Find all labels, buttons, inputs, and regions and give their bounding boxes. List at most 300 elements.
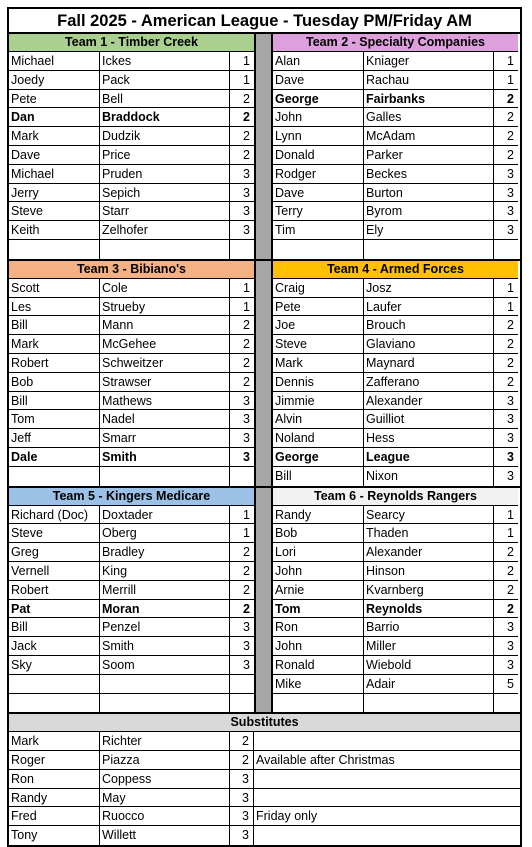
player-row — [9, 392, 254, 411]
player-first-name: Richard (Doc) — [9, 506, 100, 524]
player-level — [230, 694, 254, 713]
player-last-name: Starr — [100, 202, 230, 220]
player-first-name: Ron — [273, 618, 364, 636]
player-last-name: McGehee — [100, 335, 230, 353]
player-row — [9, 127, 254, 146]
player-row — [9, 429, 254, 448]
substitute-first-name: Randy — [9, 789, 100, 807]
player-row — [273, 184, 518, 203]
player-first-name: Robert — [9, 354, 100, 372]
player-last-name: Smith — [100, 448, 230, 466]
player-row — [273, 600, 518, 619]
player-level: 1 — [507, 280, 514, 295]
player-level: 3 — [507, 412, 514, 427]
player-level: 2 — [507, 129, 514, 144]
player-level: 3 — [507, 166, 514, 181]
substitutes-rows — [9, 732, 520, 845]
substitute-last-name: Willett — [100, 826, 230, 845]
player-last-name: Laufer — [364, 298, 494, 316]
player-last-name: Maynard — [364, 354, 494, 372]
player-level: 3 — [507, 393, 514, 408]
player-level: 2 — [243, 337, 250, 352]
team-pairs — [9, 34, 520, 714]
player-last-name: Miller — [364, 637, 494, 655]
substitute-level: 2 — [230, 732, 254, 750]
player-level: 3 — [243, 449, 250, 464]
team-name: Team 3 - Bibiano's — [9, 261, 254, 279]
player-first-name: Tim — [273, 221, 364, 239]
substitute-first-name: Fred — [9, 807, 100, 825]
player-level: 3 — [243, 412, 250, 427]
player-last-name: Zafferano — [364, 373, 494, 391]
substitute-level: 3 — [230, 770, 254, 788]
player-last-name: Nixon — [364, 467, 494, 486]
player-last-name: Penzel — [100, 618, 230, 636]
team-pair-row — [9, 261, 520, 486]
player-first-name: Greg — [9, 543, 100, 561]
player-level: 3 — [243, 393, 250, 408]
player-row — [9, 524, 254, 543]
player-last-name: Ely — [364, 221, 494, 239]
team-roster — [9, 488, 254, 713]
substitute-first-name: Roger — [9, 751, 100, 769]
team-name: Team 2 - Specialty Companies — [273, 34, 518, 52]
player-last-name: Beckes — [364, 165, 494, 183]
player-row — [9, 71, 254, 90]
player-first-name: Steve — [9, 202, 100, 220]
player-level: 2 — [243, 355, 250, 370]
substitute-row — [9, 732, 520, 751]
player-last-name: Oberg — [100, 524, 230, 542]
player-level: 3 — [507, 449, 514, 464]
player-row — [273, 52, 518, 71]
player-row — [273, 202, 518, 221]
player-level: 3 — [243, 223, 250, 238]
player-first-name: Bill — [9, 392, 100, 410]
player-last-name: Wiebold — [364, 656, 494, 674]
player-first-name: John — [273, 108, 364, 126]
player-level: 3 — [507, 620, 514, 635]
player-first-name: Lori — [273, 543, 364, 561]
player-last-name: Bell — [100, 90, 230, 108]
substitute-row — [9, 789, 520, 808]
player-first-name: Arnie — [273, 581, 364, 599]
player-first-name: Dale — [9, 448, 100, 466]
player-last-name: Kniager — [364, 52, 494, 70]
team-roster — [9, 34, 254, 259]
player-first-name: Steve — [273, 335, 364, 353]
player-last-name: Mathews — [100, 392, 230, 410]
player-first-name: Mark — [273, 354, 364, 372]
player-row — [273, 165, 518, 184]
player-first-name: Tom — [9, 410, 100, 428]
player-row — [273, 581, 518, 600]
player-level: 1 — [243, 526, 250, 541]
player-level: 2 — [507, 318, 514, 333]
player-row — [9, 618, 254, 637]
substitute-note — [254, 826, 520, 845]
player-first-name: Pete — [273, 298, 364, 316]
player-level: 2 — [243, 374, 250, 389]
player-level — [230, 240, 254, 259]
team-pair — [9, 34, 520, 261]
player-row — [9, 373, 254, 392]
team-pair-row — [9, 488, 520, 713]
player-last-name: Josz — [364, 279, 494, 297]
substitute-row — [9, 826, 520, 845]
player-row — [9, 316, 254, 335]
player-last-name: Dudzik — [100, 127, 230, 145]
player-first-name: Mark — [9, 127, 100, 145]
player-row — [9, 108, 254, 127]
player-level: 1 — [507, 507, 514, 522]
player-last-name: Braddock — [100, 108, 230, 126]
player-first-name: Dan — [9, 108, 100, 126]
player-level: 1 — [507, 54, 514, 68]
player-last-name: Reynolds — [364, 600, 494, 618]
team-name: Team 4 - Armed Forces — [273, 261, 518, 279]
player-level: 2 — [507, 147, 514, 162]
team-name: Team 1 - Timber Creek — [9, 34, 254, 52]
player-row — [273, 543, 518, 562]
player-last-name: Alexander — [364, 543, 494, 561]
player-first-name: Robert — [9, 581, 100, 599]
player-last-name: Moran — [100, 600, 230, 618]
player-first-name — [273, 240, 364, 259]
player-last-name: Searcy — [364, 506, 494, 524]
player-level: 3 — [507, 657, 514, 672]
player-last-name: Zelhofer — [100, 221, 230, 239]
player-first-name: Bill — [273, 467, 364, 486]
substitute-last-name: Piazza — [100, 751, 230, 769]
substitute-note: Available after Christmas — [256, 753, 395, 768]
player-first-name: Keith — [9, 221, 100, 239]
player-row — [273, 675, 518, 694]
player-last-name: Guilliot — [364, 410, 494, 428]
substitute-first-name: Tony — [9, 826, 100, 845]
player-row — [9, 600, 254, 619]
player-row — [9, 656, 254, 675]
player-last-name: Pruden — [100, 165, 230, 183]
player-level: 2 — [243, 563, 250, 578]
substitutes-section — [9, 714, 520, 845]
player-first-name: Randy — [273, 506, 364, 524]
player-first-name: Michael — [9, 165, 100, 183]
player-level: 1 — [243, 54, 250, 68]
player-row — [9, 675, 254, 694]
player-level: 3 — [507, 639, 514, 654]
team-pair-row — [9, 34, 520, 259]
player-row — [273, 127, 518, 146]
player-last-name: Strueby — [100, 298, 230, 316]
player-last-name: Sepich — [100, 184, 230, 202]
player-last-name: Barrio — [364, 618, 494, 636]
player-row — [9, 562, 254, 581]
player-row — [9, 467, 254, 486]
player-row — [9, 165, 254, 184]
player-level: 1 — [507, 299, 514, 314]
player-row — [273, 71, 518, 90]
player-last-name: Adair — [364, 675, 494, 693]
player-row — [9, 694, 254, 713]
player-first-name: Steve — [9, 524, 100, 542]
player-level: 3 — [243, 204, 250, 219]
player-last-name — [100, 467, 230, 486]
player-row — [273, 108, 518, 127]
player-last-name: Thaden — [364, 524, 494, 542]
player-level: 2 — [243, 91, 250, 106]
player-row — [9, 543, 254, 562]
player-row — [273, 221, 518, 240]
player-first-name: George — [273, 90, 364, 108]
player-level: 2 — [243, 601, 250, 616]
player-row — [273, 467, 518, 486]
player-first-name: Bob — [9, 373, 100, 391]
player-level: 3 — [243, 166, 250, 181]
player-row — [9, 448, 254, 467]
player-row — [273, 240, 518, 259]
player-row — [273, 524, 518, 543]
substitute-level: 2 — [230, 751, 254, 769]
player-last-name: Schweitzer — [100, 354, 230, 372]
substitute-first-name: Mark — [9, 732, 100, 750]
player-first-name: Mike — [273, 675, 364, 693]
player-last-name: Bradley — [100, 543, 230, 561]
team-roster — [273, 261, 518, 486]
player-first-name: Pete — [9, 90, 100, 108]
player-level: 3 — [507, 185, 514, 200]
player-level: 2 — [243, 147, 250, 162]
substitute-last-name: Ruocco — [100, 807, 230, 825]
player-level: 3 — [243, 657, 250, 672]
player-row — [273, 279, 518, 298]
team-roster — [273, 34, 518, 259]
player-last-name: McAdam — [364, 127, 494, 145]
player-row — [273, 506, 518, 525]
player-first-name: Jack — [9, 637, 100, 655]
player-first-name: Jimmie — [273, 392, 364, 410]
player-level: 2 — [243, 582, 250, 597]
player-level: 2 — [507, 582, 514, 597]
player-first-name: Les — [9, 298, 100, 316]
player-last-name: Price — [100, 146, 230, 164]
player-level: 3 — [507, 431, 514, 446]
substitute-note: Friday only — [256, 809, 318, 824]
team-pair — [9, 488, 520, 715]
player-row — [9, 354, 254, 373]
substitute-row — [9, 807, 520, 826]
player-last-name: Burton — [364, 184, 494, 202]
substitute-last-name: May — [100, 789, 230, 807]
player-level: 2 — [243, 110, 250, 125]
player-level: 2 — [507, 601, 514, 616]
substitute-note — [254, 732, 520, 750]
player-first-name: Terry — [273, 202, 364, 220]
player-level: 3 — [507, 223, 514, 238]
substitute-note — [254, 770, 520, 788]
player-first-name — [273, 694, 364, 713]
player-first-name: Vernell — [9, 562, 100, 580]
player-last-name: Galles — [364, 108, 494, 126]
player-level: 5 — [507, 676, 514, 691]
player-first-name: Bob — [273, 524, 364, 542]
player-first-name: John — [273, 637, 364, 655]
player-level: 2 — [507, 563, 514, 578]
player-first-name: Dave — [273, 184, 364, 202]
player-row — [273, 146, 518, 165]
player-row — [273, 694, 518, 713]
substitute-level: 3 — [230, 826, 254, 845]
player-row — [9, 240, 254, 259]
player-last-name: Hinson — [364, 562, 494, 580]
player-level: 2 — [507, 110, 514, 125]
player-level: 2 — [507, 91, 514, 106]
substitute-note — [254, 789, 520, 807]
player-last-name: Nadel — [100, 410, 230, 428]
player-first-name: Ronald — [273, 656, 364, 674]
player-first-name: Alan — [273, 52, 364, 70]
player-last-name: King — [100, 562, 230, 580]
player-first-name — [9, 240, 100, 259]
player-row — [9, 298, 254, 317]
player-row — [9, 202, 254, 221]
player-first-name: Craig — [273, 279, 364, 297]
player-first-name: Alvin — [273, 410, 364, 428]
player-first-name: Mark — [9, 335, 100, 353]
player-row — [273, 373, 518, 392]
player-first-name: George — [273, 448, 364, 466]
player-row — [273, 354, 518, 373]
player-last-name — [364, 694, 494, 713]
player-first-name: Jerry — [9, 184, 100, 202]
player-level — [494, 240, 518, 259]
player-level: 1 — [243, 72, 250, 87]
player-level: 2 — [243, 545, 250, 560]
player-row — [9, 52, 254, 71]
player-last-name: Kvarnberg — [364, 581, 494, 599]
player-level: 2 — [507, 355, 514, 370]
column-divider — [254, 261, 273, 486]
player-last-name: Smith — [100, 637, 230, 655]
player-level: 1 — [243, 299, 250, 314]
player-row — [273, 410, 518, 429]
player-level: 2 — [507, 374, 514, 389]
player-row — [9, 146, 254, 165]
player-first-name: Scott — [9, 279, 100, 297]
substitute-level: 3 — [230, 789, 254, 807]
player-first-name: Rodger — [273, 165, 364, 183]
player-first-name — [9, 467, 100, 486]
player-last-name — [100, 694, 230, 713]
player-last-name — [100, 675, 230, 693]
substitute-level: 3 — [230, 807, 254, 825]
player-row — [9, 221, 254, 240]
team-pair — [9, 261, 520, 488]
player-first-name: Bill — [9, 618, 100, 636]
page-title: Fall 2025 - American League - Tuesday PM/Friday AM — [9, 9, 520, 34]
player-first-name: Noland — [273, 429, 364, 447]
roster-sheet — [7, 7, 522, 847]
player-last-name: Pack — [100, 71, 230, 89]
player-level: 3 — [507, 468, 514, 483]
player-row — [9, 279, 254, 298]
player-last-name: Merrill — [100, 581, 230, 599]
player-level: 3 — [243, 639, 250, 654]
player-first-name: Joedy — [9, 71, 100, 89]
player-first-name: Pat — [9, 600, 100, 618]
substitute-first-name: Ron — [9, 770, 100, 788]
player-row — [9, 506, 254, 525]
substitutes-header: Substitutes — [9, 714, 520, 732]
player-row — [273, 316, 518, 335]
player-row — [273, 637, 518, 656]
player-row — [273, 656, 518, 675]
player-last-name: Parker — [364, 146, 494, 164]
player-row — [9, 581, 254, 600]
player-level: 2 — [243, 318, 250, 333]
player-last-name: Byrom — [364, 202, 494, 220]
player-row — [273, 392, 518, 411]
player-first-name: Jeff — [9, 429, 100, 447]
player-last-name: Alexander — [364, 392, 494, 410]
player-row — [273, 562, 518, 581]
player-level — [230, 675, 254, 693]
column-divider — [254, 34, 273, 259]
player-last-name: Fairbanks — [364, 90, 494, 108]
player-last-name: Rachau — [364, 71, 494, 89]
player-last-name: Strawser — [100, 373, 230, 391]
substitute-last-name: Coppess — [100, 770, 230, 788]
player-first-name: Michael — [9, 52, 100, 70]
player-level — [230, 467, 254, 486]
player-first-name: Bill — [9, 316, 100, 334]
player-row — [9, 637, 254, 656]
player-last-name: Glaviano — [364, 335, 494, 353]
player-last-name: Brouch — [364, 316, 494, 334]
player-level: 3 — [243, 431, 250, 446]
player-last-name: Doxtader — [100, 506, 230, 524]
player-row — [9, 184, 254, 203]
player-first-name: Joe — [273, 316, 364, 334]
player-last-name: Mann — [100, 316, 230, 334]
player-level: 2 — [243, 129, 250, 144]
player-first-name: Sky — [9, 656, 100, 674]
team-roster — [273, 488, 518, 713]
player-level: 1 — [507, 526, 514, 541]
player-row — [273, 429, 518, 448]
substitute-last-name: Richter — [100, 732, 230, 750]
player-level: 3 — [507, 204, 514, 219]
player-last-name: Cole — [100, 279, 230, 297]
player-level: 1 — [507, 72, 514, 87]
player-last-name: Smarr — [100, 429, 230, 447]
substitute-row — [9, 770, 520, 789]
player-first-name: Dave — [9, 146, 100, 164]
player-last-name: Soom — [100, 656, 230, 674]
player-level: 2 — [507, 337, 514, 352]
player-row — [9, 410, 254, 429]
player-row — [273, 618, 518, 637]
player-first-name: John — [273, 562, 364, 580]
player-first-name: Lynn — [273, 127, 364, 145]
player-last-name — [100, 240, 230, 259]
player-level: 1 — [243, 507, 250, 522]
player-last-name: League — [364, 448, 494, 466]
team-roster — [9, 261, 254, 486]
player-level: 3 — [243, 620, 250, 635]
player-last-name — [364, 240, 494, 259]
player-first-name: Dennis — [273, 373, 364, 391]
